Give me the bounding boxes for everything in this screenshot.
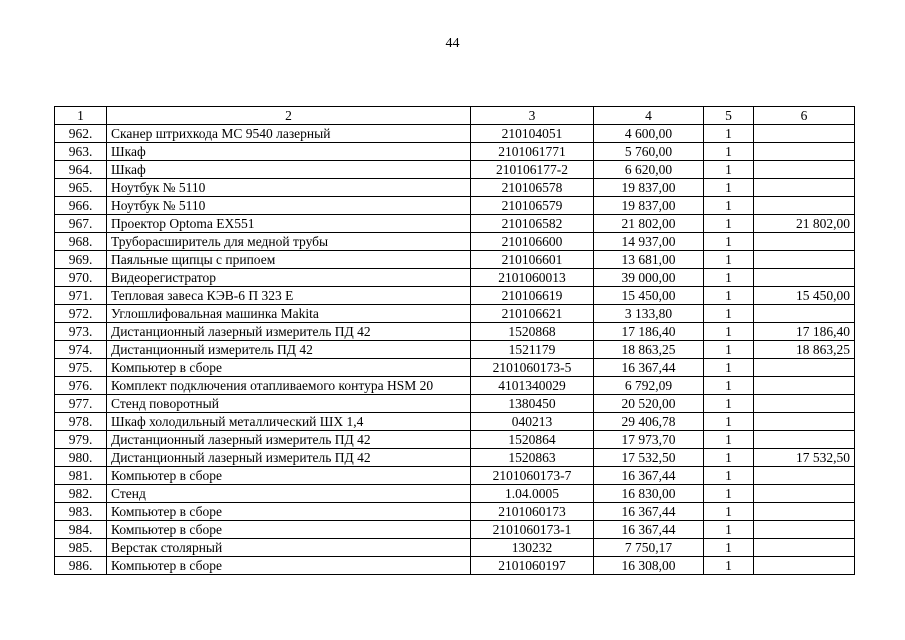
- table-header-row: [55, 107, 855, 125]
- quantity-cell: 1: [704, 269, 754, 287]
- price-cell: 19 837,00: [594, 197, 704, 215]
- inventory-code-cell: 1520864: [471, 431, 594, 449]
- column-header-6: 6: [754, 107, 855, 125]
- inventory-code-cell: 210104051: [471, 125, 594, 143]
- inventory-code-cell: 4101340029: [471, 377, 594, 395]
- price-cell: 6 620,00: [594, 161, 704, 179]
- inventory-code-cell: 130232: [471, 539, 594, 557]
- inventory-code-cell: 1521179: [471, 341, 594, 359]
- item-name-cell: Ноутбук № 5110: [107, 179, 471, 197]
- row-number-cell: 967.: [55, 215, 107, 233]
- row-number-cell: 973.: [55, 323, 107, 341]
- inventory-code-cell: 210106579: [471, 197, 594, 215]
- row-number-cell: 975.: [55, 359, 107, 377]
- table-row: [55, 485, 855, 503]
- table-row: [55, 395, 855, 413]
- row-number-cell: 974.: [55, 341, 107, 359]
- price-cell: 16 830,00: [594, 485, 704, 503]
- quantity-cell: 1: [704, 413, 754, 431]
- item-name-cell: Компьютер в сборе: [107, 467, 471, 485]
- quantity-cell: 1: [704, 431, 754, 449]
- item-name-cell: Стенд: [107, 485, 471, 503]
- table-row: [55, 287, 855, 305]
- row-number-cell: 965.: [55, 179, 107, 197]
- table-row: [55, 197, 855, 215]
- item-name-cell: Верстак столярный: [107, 539, 471, 557]
- price-cell: 19 837,00: [594, 179, 704, 197]
- item-name-cell: Труборасширитель для медной трубы: [107, 233, 471, 251]
- quantity-cell: 1: [704, 233, 754, 251]
- row-number-cell: 984.: [55, 521, 107, 539]
- price-cell: 21 802,00: [594, 215, 704, 233]
- inventory-code-cell: 1380450: [471, 395, 594, 413]
- table-row: [55, 359, 855, 377]
- table-row: [55, 251, 855, 269]
- quantity-cell: 1: [704, 467, 754, 485]
- price-cell: 16 367,44: [594, 467, 704, 485]
- quantity-cell: 1: [704, 143, 754, 161]
- table-row: [55, 467, 855, 485]
- inventory-code-cell: 1520863: [471, 449, 594, 467]
- amount-cell: [754, 161, 855, 179]
- amount-cell: [754, 557, 855, 575]
- item-name-cell: Паяльные щипцы с припоем: [107, 251, 471, 269]
- amount-cell: [754, 377, 855, 395]
- item-name-cell: Дистанционный измеритель ПД 42: [107, 341, 471, 359]
- table-row: [55, 431, 855, 449]
- inventory-code-cell: 2101060173-1: [471, 521, 594, 539]
- quantity-cell: 1: [704, 359, 754, 377]
- price-cell: 13 681,00: [594, 251, 704, 269]
- row-number-cell: 978.: [55, 413, 107, 431]
- price-cell: 16 367,44: [594, 521, 704, 539]
- price-cell: 5 760,00: [594, 143, 704, 161]
- price-cell: 16 367,44: [594, 503, 704, 521]
- amount-cell: [754, 521, 855, 539]
- row-number-cell: 972.: [55, 305, 107, 323]
- item-name-cell: Шкаф: [107, 161, 471, 179]
- amount-cell: [754, 431, 855, 449]
- item-name-cell: Дистанционный лазерный измеритель ПД 42: [107, 449, 471, 467]
- column-header-4: 4: [594, 107, 704, 125]
- price-cell: 6 792,09: [594, 377, 704, 395]
- table-row: [55, 323, 855, 341]
- column-header-2: 2: [107, 107, 471, 125]
- table-row: [55, 521, 855, 539]
- price-cell: 7 750,17: [594, 539, 704, 557]
- inventory-code-cell: 2101060173-7: [471, 467, 594, 485]
- item-name-cell: Видеорегистратор: [107, 269, 471, 287]
- table-row: [55, 161, 855, 179]
- table-row: [55, 269, 855, 287]
- column-header-1: 1: [55, 107, 107, 125]
- item-name-cell: Дистанционный лазерный измеритель ПД 42: [107, 431, 471, 449]
- quantity-cell: 1: [704, 395, 754, 413]
- table-row: [55, 143, 855, 161]
- inventory-code-cell: 1.04.0005: [471, 485, 594, 503]
- quantity-cell: 1: [704, 503, 754, 521]
- item-name-cell: Комплект подключения отапливаемого контура HSM 20: [107, 377, 471, 395]
- quantity-cell: 1: [704, 179, 754, 197]
- inventory-code-cell: 210106600: [471, 233, 594, 251]
- amount-cell: 21 802,00: [754, 215, 855, 233]
- price-cell: 17 973,70: [594, 431, 704, 449]
- price-cell: 18 863,25: [594, 341, 704, 359]
- quantity-cell: 1: [704, 125, 754, 143]
- column-header-3: 3: [471, 107, 594, 125]
- amount-cell: [754, 179, 855, 197]
- table-row: [55, 557, 855, 575]
- price-cell: 17 186,40: [594, 323, 704, 341]
- item-name-cell: Шкаф холодильный металлический ШХ 1,4: [107, 413, 471, 431]
- row-number-cell: 986.: [55, 557, 107, 575]
- row-number-cell: 983.: [55, 503, 107, 521]
- amount-cell: [754, 143, 855, 161]
- inventory-code-cell: 210106601: [471, 251, 594, 269]
- inventory-table: [54, 106, 855, 575]
- table-row: [55, 413, 855, 431]
- quantity-cell: 1: [704, 215, 754, 233]
- inventory-code-cell: 2101060173: [471, 503, 594, 521]
- quantity-cell: 1: [704, 557, 754, 575]
- inventory-code-cell: 2101060197: [471, 557, 594, 575]
- quantity-cell: 1: [704, 323, 754, 341]
- row-number-cell: 969.: [55, 251, 107, 269]
- quantity-cell: 1: [704, 377, 754, 395]
- row-number-cell: 966.: [55, 197, 107, 215]
- table-row: [55, 377, 855, 395]
- amount-cell: [754, 269, 855, 287]
- quantity-cell: 1: [704, 251, 754, 269]
- inventory-code-cell: 210106619: [471, 287, 594, 305]
- row-number-cell: 971.: [55, 287, 107, 305]
- item-name-cell: Компьютер в сборе: [107, 503, 471, 521]
- quantity-cell: 1: [704, 341, 754, 359]
- item-name-cell: Шкаф: [107, 143, 471, 161]
- price-cell: 17 532,50: [594, 449, 704, 467]
- inventory-code-cell: 2101060173-5: [471, 359, 594, 377]
- row-number-cell: 980.: [55, 449, 107, 467]
- quantity-cell: 1: [704, 539, 754, 557]
- amount-cell: 17 186,40: [754, 323, 855, 341]
- item-name-cell: Компьютер в сборе: [107, 521, 471, 539]
- table-row: [55, 179, 855, 197]
- table-row: [55, 125, 855, 143]
- item-name-cell: Стенд поворотный: [107, 395, 471, 413]
- page-number: 44: [445, 36, 460, 51]
- table-row: [55, 341, 855, 359]
- amount-cell: [754, 251, 855, 269]
- amount-cell: [754, 539, 855, 557]
- row-number-cell: 968.: [55, 233, 107, 251]
- row-number-cell: 964.: [55, 161, 107, 179]
- price-cell: 16 308,00: [594, 557, 704, 575]
- table-body: [55, 125, 855, 575]
- item-name-cell: Тепловая завеса КЭВ-6 П 323 Е: [107, 287, 471, 305]
- quantity-cell: 1: [704, 521, 754, 539]
- quantity-cell: 1: [704, 161, 754, 179]
- price-cell: 15 450,00: [594, 287, 704, 305]
- price-cell: 4 600,00: [594, 125, 704, 143]
- amount-cell: [754, 485, 855, 503]
- price-cell: 3 133,80: [594, 305, 704, 323]
- amount-cell: [754, 413, 855, 431]
- price-cell: 14 937,00: [594, 233, 704, 251]
- item-name-cell: Углошлифовальная машинка Makita: [107, 305, 471, 323]
- amount-cell: [754, 305, 855, 323]
- table-row: [55, 215, 855, 233]
- item-name-cell: Ноутбук № 5110: [107, 197, 471, 215]
- row-number-cell: 982.: [55, 485, 107, 503]
- row-number-cell: 962.: [55, 125, 107, 143]
- row-number-cell: 976.: [55, 377, 107, 395]
- table-row: [55, 503, 855, 521]
- amount-cell: 18 863,25: [754, 341, 855, 359]
- amount-cell: [754, 359, 855, 377]
- amount-cell: [754, 233, 855, 251]
- row-number-cell: 979.: [55, 431, 107, 449]
- amount-cell: [754, 467, 855, 485]
- inventory-code-cell: 210106621: [471, 305, 594, 323]
- inventory-code-cell: 210106582: [471, 215, 594, 233]
- inventory-code-cell: 210106578: [471, 179, 594, 197]
- row-number-cell: 977.: [55, 395, 107, 413]
- item-name-cell: Проектор Optoma EX551: [107, 215, 471, 233]
- amount-cell: [754, 125, 855, 143]
- inventory-code-cell: 1520868: [471, 323, 594, 341]
- quantity-cell: 1: [704, 305, 754, 323]
- quantity-cell: 1: [704, 485, 754, 503]
- inventory-code-cell: 2101060013: [471, 269, 594, 287]
- inventory-code-cell: 210106177-2: [471, 161, 594, 179]
- inventory-code-cell: 2101061771: [471, 143, 594, 161]
- inventory-code-cell: 040213: [471, 413, 594, 431]
- amount-cell: [754, 503, 855, 521]
- amount-cell: [754, 197, 855, 215]
- row-number-cell: 981.: [55, 467, 107, 485]
- price-cell: 39 000,00: [594, 269, 704, 287]
- item-name-cell: Компьютер в сборе: [107, 359, 471, 377]
- table-row: [55, 539, 855, 557]
- item-name-cell: Сканер штрихкода MC 9540 лазерный: [107, 125, 471, 143]
- column-header-5: 5: [704, 107, 754, 125]
- amount-cell: 15 450,00: [754, 287, 855, 305]
- item-name-cell: Дистанционный лазерный измеритель ПД 42: [107, 323, 471, 341]
- table-row: [55, 233, 855, 251]
- item-name-cell: Компьютер в сборе: [107, 557, 471, 575]
- quantity-cell: 1: [704, 449, 754, 467]
- quantity-cell: 1: [704, 287, 754, 305]
- row-number-cell: 985.: [55, 539, 107, 557]
- price-cell: 29 406,78: [594, 413, 704, 431]
- price-cell: 16 367,44: [594, 359, 704, 377]
- price-cell: 20 520,00: [594, 395, 704, 413]
- amount-cell: 17 532,50: [754, 449, 855, 467]
- quantity-cell: 1: [704, 197, 754, 215]
- amount-cell: [754, 395, 855, 413]
- row-number-cell: 970.: [55, 269, 107, 287]
- table-row: [55, 305, 855, 323]
- table-row: [55, 449, 855, 467]
- row-number-cell: 963.: [55, 143, 107, 161]
